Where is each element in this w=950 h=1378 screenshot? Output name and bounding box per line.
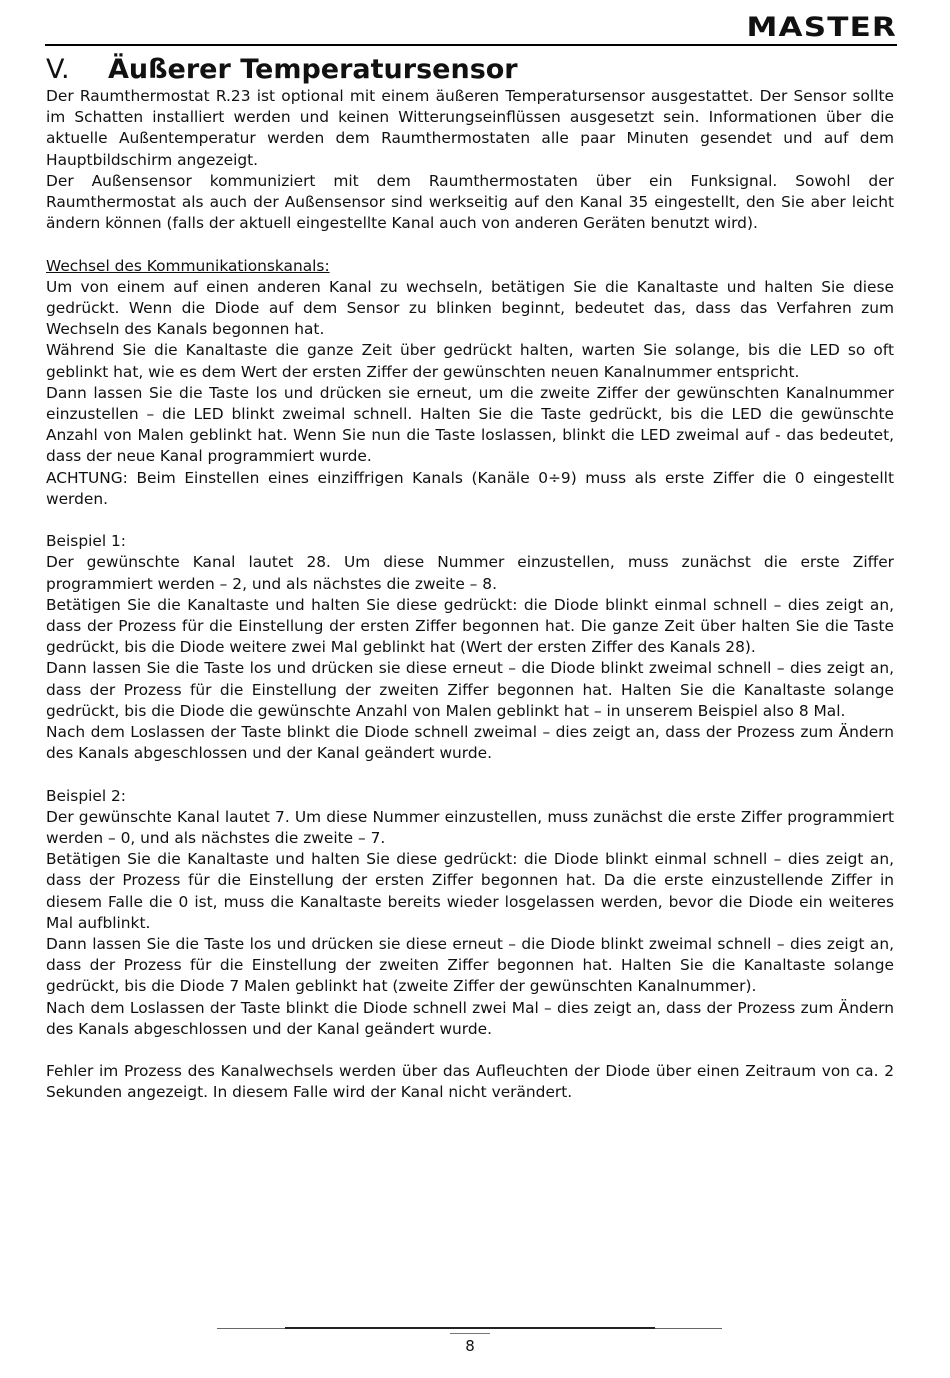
paragraph: Dann lassen Sie die Taste los und drücken sie diese erneut – die Diode blinkt zweimal schnell – dies zeigt an, dass der Prozess für die Einstellung der zweiten Ziffer begonnen hat. Halten Sie die Kanaltaste solange gedrückt, bis die Diode die gewünschte Anzahl von Malen geblinkt hat – in unserem Beispiel also 8 Mal. [46,659,894,720]
subheading: Wechsel des Kommunikationskanals: [46,256,330,275]
header-rule [45,44,897,46]
paragraph: Nach dem Loslassen der Taste blinkt die Diode schnell zweimal – dies zeigt an, dass der Prozess zum Ändern des Kanals abgeschlossen und der Kanal geändert wurde. [46,723,894,763]
warning-paragraph: ACHTUNG: Beim Einstellen eines einziffrigen Kanals (Kanäle 0÷9) muss als erste Ziffer die 0 eingestellt werden. [46,468,894,508]
footer-rule-short [450,1333,490,1334]
paragraph: Fehler im Prozess des Kanalwechsels werden über das Aufleuchten der Diode über einen Zeitraum von ca. 2 Sekunden angezeigt. In diesem Falle wird der Kanal nicht verändert. [46,1062,894,1102]
page-number: 8 [465,1337,475,1355]
section-number: V. [46,54,70,85]
paragraph: Während Sie die Kanaltaste die ganze Zeit über gedrückt halten, warten Sie solange, bis die LED so oft geblinkt hat, wie es dem Wert der ersten Ziffer der gewünschten neuen Kanalnummer entspricht. [46,341,894,381]
footer-rule-bold [285,1327,655,1329]
spacer [46,234,894,255]
paragraph: Der Raumthermostat R.23 ist optional mit einem äußeren Temperatursensor ausgestattet. Der Sensor sollte im Schatten installiert werden und keinen Witterungseinflüssen ausgesetzt sein. Informationen über die aktuelle Außentemperatur werden dem Raumthermostaten alle paar Minuten gesendet und auf dem Hauptbildschirm angezeigt. [46,87,894,169]
spacer [46,510,894,531]
paragraph: Um von einem auf einen anderen Kanal zu wechseln, betätigen Sie die Kanaltaste und halten Sie diese gedrückt. Wenn die Diode auf dem Sensor zu blinken beginnt, bedeutet das, dass das Verfahren zum Wechseln des Kanals begonnen hat. [46,277,894,339]
paragraph: Dann lassen Sie die Taste los und drücken sie erneut, um die zweite Ziffer der gewünschten Kanalnummer einzustellen – die LED blinkt zweimal schnell. Halten Sie die Taste gedrückt, bis die LED die gewünschte Anzahl von Malen geblinkt hat. Wenn Sie nun die Taste loslassen, blinkt die LED zweimal auf - das bedeutet, dass der neue Kanal programmiert wurde. [46,383,894,466]
brand-logo: MASTER [746,12,897,43]
section-heading [46,52,906,88]
paragraph: Der gewünschte Kanal lautet 28. Um diese Nummer einzustellen, muss zunächst die erste Ziffer programmiert werden – 2, und als nächstes die zweite – 8. [46,553,894,593]
example-label: Beispiel 1: [46,532,126,551]
section-title: Äußerer Temperatursensor [108,54,518,85]
paragraph: Dann lassen Sie die Taste los und drücken sie diese erneut – die Diode blinkt zweimal schnell – dies zeigt an, dass der Prozess für die Einstellung der zweiten Ziffer begonnen hat. Halten Sie die Kanaltaste solange gedrückt, bis die Diode 7 Malen geblinkt hat (zweite Ziffer der gewünschten Kanalnummer). [46,935,894,996]
paragraph: Der Außensensor kommuniziert mit dem Raumthermostaten über ein Funksignal. Sowohl der Raumthermostat als auch der Außensensor sind werkseitig auf den Kanal 35 eingestellt, den Sie aber leicht ändern können (falls der aktuell eingestellte Kanal auch von anderen Geräten benutzt wird). [46,171,894,233]
paragraph: Nach dem Loslassen der Taste blinkt die Diode schnell zwei Mal – dies zeigt an, dass der Prozess zum Ändern des Kanals abgeschlossen und der Kanal geändert wurde. [46,998,894,1038]
paragraph: Der gewünschte Kanal lautet 7. Um diese Nummer einzustellen, muss zunächst die erste Ziffer programmiert werden – 0, und als nächstes die zweite – 7. [46,807,894,848]
paragraph: Betätigen Sie die Kanaltaste und halten Sie diese gedrückt: die Diode blinkt einmal schnell – dies zeigt an, dass der Prozess für die Einstellung der ersten Ziffer begonnen hat. Da die erste einzustellende Ziffer in diesem Falle die 0 ist, muss die Kanaltaste bereits wieder losgelassen werden, bevor die Diode ein weiteres Mal aufblinkt. [46,850,894,932]
spacer [46,764,894,785]
paragraph: Betätigen Sie die Kanaltaste und halten Sie diese gedrückt: die Diode blinkt einmal schnell – dies zeigt an, dass der Prozess für die Einstellung der ersten Ziffer begonnen hat. Die ganze Zeit über halten Sie die Taste gedrückt, bis die Diode weitere zwei Mal geblinkt hat (Wert der ersten Ziffer des Kanals 28). [46,595,894,657]
document-body [46,86,894,1104]
spacer [46,1040,894,1061]
example-label: Beispiel 2: [46,786,126,805]
